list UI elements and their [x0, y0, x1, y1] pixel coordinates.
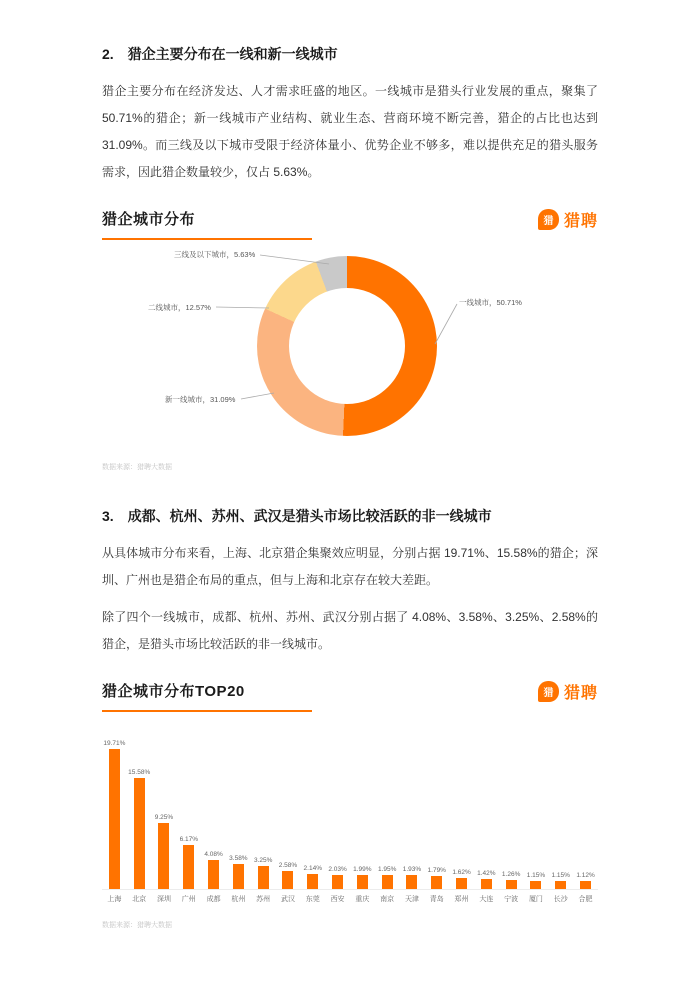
bar	[332, 875, 343, 889]
bar	[406, 875, 417, 889]
bar-plot-area	[102, 738, 598, 890]
bar-value-label: 2.03%	[328, 865, 347, 873]
bar	[307, 874, 318, 889]
liepin-logo	[538, 680, 598, 703]
bar-group	[524, 872, 549, 889]
bar-category-label: 南京	[380, 896, 395, 903]
bar-value-label: 1.42%	[477, 869, 496, 877]
bar	[481, 879, 492, 889]
bar-value-label: 1.12%	[576, 872, 595, 880]
bar-value-label: 1.26%	[501, 871, 521, 879]
bar-value-label: 1.95%	[377, 866, 397, 874]
bar-category-label: 郑州	[454, 896, 469, 903]
bar	[109, 749, 120, 889]
bar-group	[474, 870, 499, 889]
liepin-logo	[538, 208, 598, 231]
bar-category-label: 西安	[330, 896, 345, 903]
donut-chart-title: 猎企城市分布	[102, 211, 196, 228]
bar-group	[449, 869, 474, 890]
bar-value-label: 9.25%	[154, 814, 174, 822]
section-2-number: 2.	[102, 46, 114, 62]
bar-group	[350, 866, 375, 889]
section-3-title: 成都、杭州、苏州、武汉是猎头市场比较活跃的非一线城市	[127, 508, 492, 524]
bar	[382, 875, 393, 889]
donut-chart-card	[102, 208, 598, 472]
bar-value-label: 4.08%	[204, 851, 223, 859]
bar-group	[499, 871, 524, 889]
bar-value-label: 1.15%	[551, 871, 570, 879]
bar	[233, 864, 244, 889]
bar-group	[573, 872, 598, 889]
bar	[506, 880, 517, 889]
bar-category-label: 成都	[206, 896, 221, 903]
bar-value-label: 1.99%	[353, 865, 372, 873]
bar-group	[300, 865, 325, 889]
donut-hole	[289, 288, 405, 404]
bar-value-label: 1.62%	[452, 868, 471, 876]
bar-category-label: 合肥	[578, 896, 593, 903]
liepin-bubble-icon: 猎	[538, 209, 559, 230]
bar-group	[102, 740, 127, 889]
section-3-paragraph-1: 从具体城市分布来看，上海、北京猎企集聚效应明显，分别占据 19.71%、15.58%的猎企；深圳、广州也是猎企布局的重点，但与上海和北京存在较大差距。	[102, 546, 598, 587]
donut-segment-label: 一线城市，50.71%	[459, 298, 522, 307]
bar-category-label: 重庆	[355, 896, 370, 903]
liepin-logo-text: 猎聘	[563, 685, 598, 702]
bar-category-label: 武汉	[280, 896, 295, 903]
bar-group	[226, 855, 251, 889]
bar-chart	[102, 738, 598, 904]
bar-category-label: 青岛	[429, 896, 444, 903]
bar-group	[548, 872, 573, 889]
bar	[580, 881, 591, 889]
bar-group	[176, 836, 201, 889]
bar-value-label: 3.58%	[229, 854, 248, 862]
bar	[158, 823, 169, 889]
bar-category-label: 杭州	[231, 896, 246, 903]
bar-category-label: 深圳	[156, 896, 171, 903]
section-2-title: 猎企主要分布在一线和新一线城市	[127, 46, 338, 62]
bar-category-label: 东莞	[305, 896, 320, 903]
bar-category-label: 长沙	[553, 896, 568, 903]
bar-category-label: 大连	[479, 896, 494, 903]
donut-ring	[257, 256, 437, 436]
bar	[431, 876, 442, 889]
bar-value-label: 1.93%	[402, 866, 422, 874]
bar	[258, 866, 269, 889]
section-3-paragraph-2: 除了四个一线城市，成都、杭州、苏州、武汉分别占据了 4.08%、3.58%、3.25%、2.58%的猎企，是猎头市场比较活跃的非一线城市。	[102, 610, 598, 651]
bar	[357, 875, 368, 889]
bar-group	[424, 867, 449, 889]
bar	[456, 878, 467, 890]
bar-value-label: 15.58%	[128, 769, 151, 777]
section-2-heading	[102, 44, 598, 64]
bar-category-label: 广州	[181, 896, 196, 903]
bar-category-label: 厦门	[528, 896, 543, 903]
liepin-logo-text: 猎聘	[563, 213, 598, 230]
bar-value-label: 19.71%	[103, 740, 126, 747]
bar-category-label: 苏州	[256, 896, 271, 903]
bar-value-label: 2.58%	[278, 861, 298, 869]
bar-category-label: 北京	[132, 896, 147, 903]
bar-chart-title-underline	[102, 680, 312, 712]
donut-segment-label: 三线及以下城市，5.63%	[174, 250, 256, 259]
section-3-heading	[102, 506, 598, 526]
bar-category-axis	[102, 894, 598, 904]
bar-value-label: 1.79%	[427, 867, 446, 875]
donut-segment-label: 二线城市，12.57%	[148, 303, 211, 312]
bar-chart-title: 猎企城市分布TOP20	[102, 683, 245, 700]
bar-chart-card	[102, 680, 598, 930]
bar-group	[325, 866, 350, 889]
donut-chart-header	[102, 208, 598, 240]
bar-group	[276, 862, 301, 889]
bar	[183, 845, 194, 889]
bar	[208, 860, 219, 889]
donut-segment-label: 新一线城市，31.09%	[165, 395, 236, 404]
donut-chart-title-underline	[102, 208, 312, 240]
liepin-bubble-icon: 猎	[538, 681, 559, 702]
bar-group	[375, 866, 400, 889]
bar-value-label: 1.15%	[526, 871, 546, 879]
bar-group	[127, 769, 152, 889]
bar-category-label: 天津	[404, 896, 419, 903]
bar-group	[251, 857, 276, 889]
bar	[282, 871, 293, 889]
bar-group	[201, 851, 226, 889]
bar-group	[152, 814, 177, 889]
bar	[530, 881, 541, 889]
bar-value-label: 6.17%	[179, 836, 198, 844]
donut-chart	[102, 244, 598, 454]
data-source-note: 数据来源：猎聘大数据	[102, 464, 172, 471]
bar-value-label: 3.25%	[253, 856, 273, 864]
section-2-paragraph: 猎企主要分布在经济发达、人才需求旺盛的地区。一线城市是猎头行业发展的重点，聚集了 50.71%的猎企；新一线城市产业结构、就业生态、营商环境不断完善，猎企的占比也达到 31.09%。而三线及以下城市受限于经济体量小、优势企业不够多，难以提供充足的猎头服务需求，因此猎企数量较少，仅占 5.63%。	[102, 84, 598, 179]
bar-group	[400, 866, 425, 889]
bar	[134, 778, 145, 889]
bar-category-label: 宁波	[504, 896, 519, 903]
bar	[555, 881, 566, 889]
bar-value-label: 2.14%	[303, 864, 322, 872]
bar-chart-header	[102, 680, 598, 712]
bar-category-label: 上海	[107, 896, 122, 903]
data-source-note: 数据来源：猎聘大数据	[102, 922, 172, 929]
section-3-number: 3.	[102, 508, 114, 524]
